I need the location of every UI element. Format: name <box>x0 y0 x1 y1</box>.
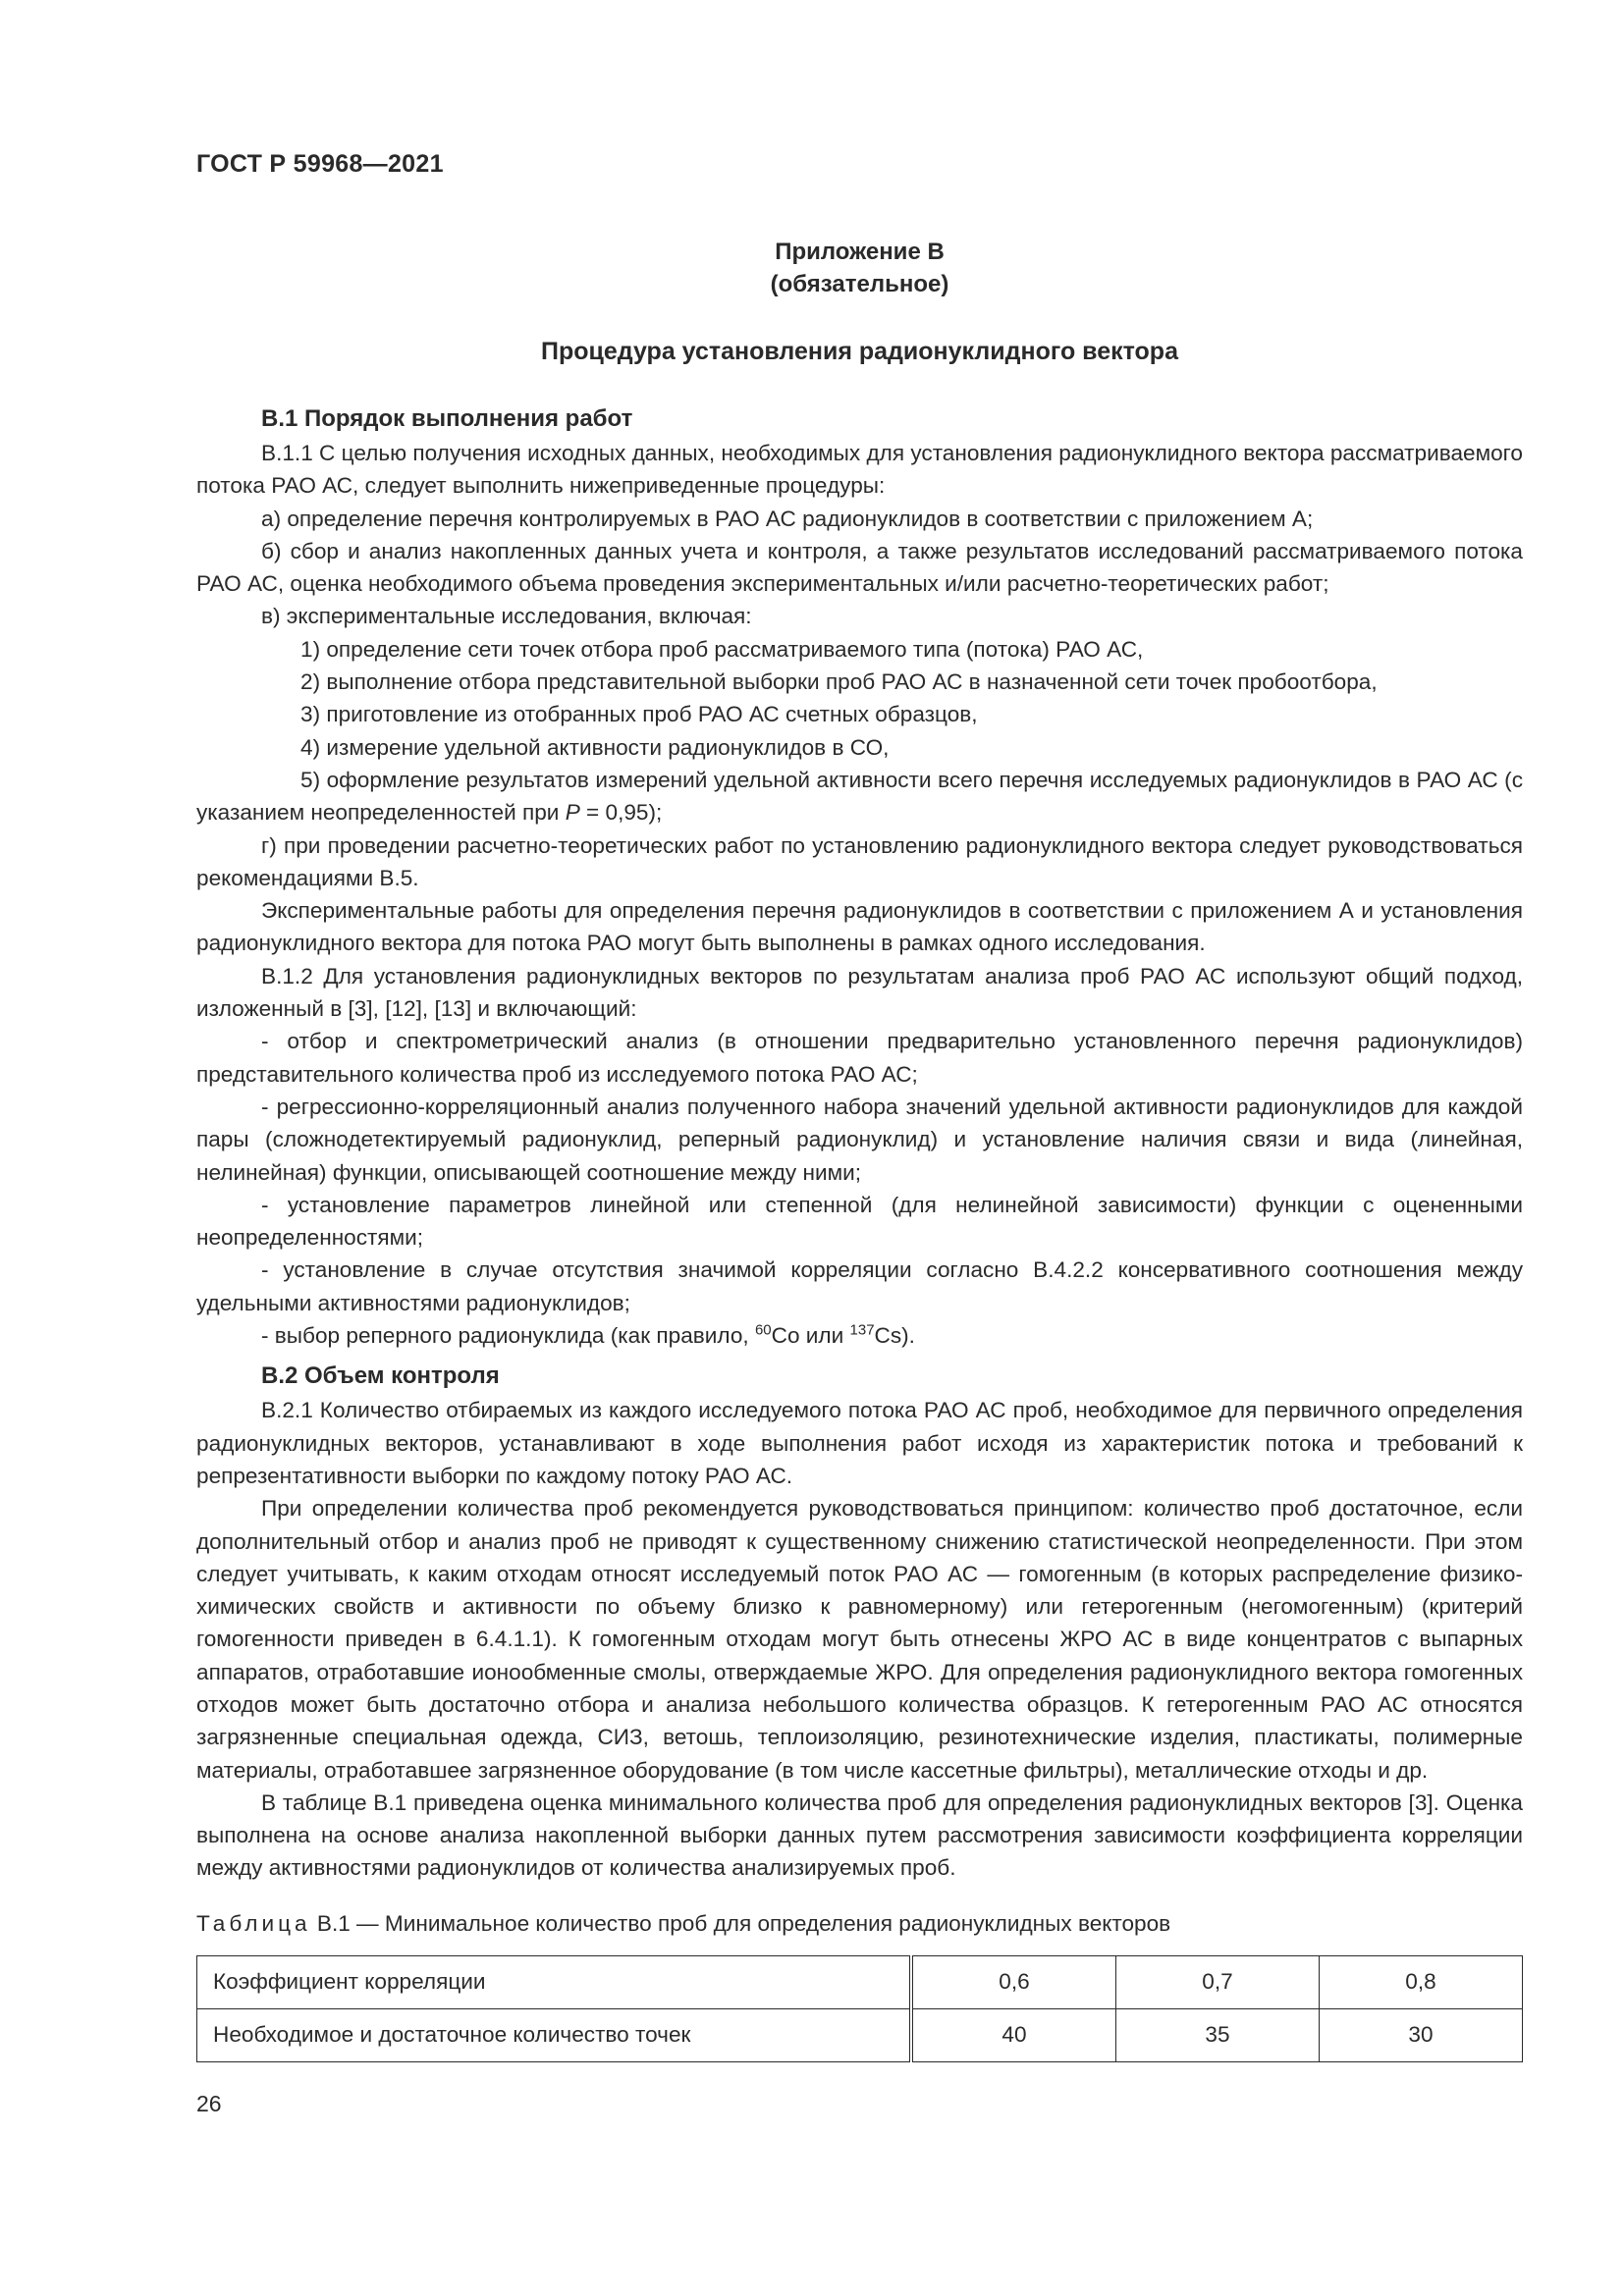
table-b1 <box>196 1955 1523 2062</box>
table-cell: 0,8 <box>1320 1955 1523 2008</box>
paragraph-experimental: Экспериментальные работы для определения перечня радионуклидов в соответствии с приложением А и установления радионуклидного вектора для потока РАО могут быть выполнены в рамках одного исследования. <box>196 898 1523 956</box>
document-id: ГОСТ Р 59968—2021 <box>196 150 444 178</box>
table-cell: 0,6 <box>911 1955 1116 2008</box>
table-row <box>197 2008 1523 2061</box>
table-cell: 30 <box>1320 2008 1523 2061</box>
dash-item-1: - отбор и спектрометрический анализ (в отношении предварительно установленного перечня радионуклидов) представительного количества проб из исследуемого потока РАО АС; <box>196 1029 1523 1087</box>
table-caption <box>196 1907 1523 1940</box>
dash-item-2: - регрессионно-корреляционный анализ полученного набора значений удельной активности радионуклидов для каждой пары (сложнодетектируемый радионуклид, реперный радионуклид) и установление наличия связи и вида (линейная, нелинейная) функции, описывающей соотношение между ними; <box>196 1094 1523 1185</box>
section-heading-b1: В.1 Порядок выполнения работ <box>261 405 633 432</box>
annex-title: Приложение В <box>775 239 945 265</box>
paragraph-b2-2: При определении количества проб рекомендуется руководствоваться принципом: количество проб достаточное, если дополнительный отбор и анализ проб не приводят к существенному снижению статистической неопределенности. При этом следует учитывать, к каким отходам относят исследуемый поток РАО АС — гомогенным (в которых распределение физико-химических свойств и активности по объему близко к равномерному) или гетерогенным (негомогенным) (критерий гомогенности приведен в 6.4.1.1). К гомогенным отходам могут быть отнесены ЖРО АС в виде концентратов с выпарных аппаратов, отработавшие ионообменные смолы, отверждаемые ЖРО. Для определения радионуклидного вектора гомогенных отходов может быть достаточно отбора и анализа небольшого количества образцов. К гетерогенным РАО АС относятся загрязненные специальная одежда, СИЗ, ветошь, теплоизоляцию, резинотехнические изделия, пластикаты, полимерные материалы, отработавшее загрязненное оборудование (в том числе кассетные фильтры), металлические отходы и др. <box>196 1496 1523 1783</box>
element-co: Co или <box>771 1323 850 1349</box>
element-cs: Cs). <box>874 1323 915 1349</box>
table-caption-text: В.1 — Минимальное количество проб для определения радионуклидных векторов <box>310 1910 1171 1936</box>
table-cell: 35 <box>1116 2008 1320 2061</box>
list-item-b: б) сбор и анализ накопленных данных учета и контроля, а также результатов исследований рассматриваемого потока РАО АС, оценка необходимого объема проведения экспериментальных и/или расчетно-теоретических работ; <box>196 538 1523 597</box>
isotope-mass-60: 60 <box>754 1321 772 1339</box>
sub-list-item-5-text-a: 5) оформление результатов измерений удельной активности всего перечня исследуемых радионуклидов в РАО АС (с указанием неопределенностей при <box>196 767 1523 826</box>
probability-variable: P <box>565 800 580 826</box>
paragraph-b2-1: В.2.1 Количество отбираемых из каждого исследуемого потока РАО АС проб, необходимое для первичного определения радионуклидных векторов, устанавливают в ходе выполнения работ исходя из характеристик потока и требований к репрезентативности выборки по каждому потоку РАО АС. <box>196 1398 1523 1488</box>
paragraph-b1-2: В.1.2 Для установления радионуклидных векторов по результатам анализа проб РАО АС используют общий подход, изложенный в [3], [12], [13] и включающий: <box>196 963 1523 1022</box>
dash-item-3: - установление параметров линейной или степенной (для нелинейной зависимости) функции с оцененными неопределенностями; <box>196 1192 1523 1251</box>
sub-list-item-5 <box>196 764 1523 829</box>
sub-list-item-2: 2) выполнение отбора представительной выборки проб РАО АС в назначенной сети точек пробоотбора, <box>300 669 1378 695</box>
table-cell-label: Коэффициент корреляции <box>197 1955 912 2008</box>
sub-list-item-4: 4) измерение удельной активности радионуклидов в СО, <box>300 734 890 760</box>
annex-main-title: Процедура установления радионуклидного вектора <box>541 338 1178 365</box>
sub-list-item-1: 1) определение сети точек отбора проб рассматриваемого типа (потока) РАО АС, <box>300 636 1144 662</box>
table-cell: 40 <box>911 2008 1116 2061</box>
sub-list-item-3: 3) приготовление из отобранных проб РАО АС счетных образцов, <box>300 702 978 727</box>
paragraph-b2-3: В таблице В.1 приведена оценка минимального количества проб для определения радионуклидных векторов [3]. Оценка выполнена на основе анализа накопленной выборки данных путем рассмотрения зависимости коэффициента корреляции между активностями радионуклидов от количества анализируемых проб. <box>196 1789 1523 1881</box>
table-row <box>197 1955 1523 2008</box>
list-item-g: г) при проведении расчетно-теоретических работ по установлению радионуклидного вектора следует руководствоваться рекомендациями В.5. <box>196 832 1523 890</box>
page-number: 26 <box>196 2091 222 2116</box>
list-item-v: в) экспериментальные исследования, включая: <box>261 604 752 629</box>
paragraph-b1-1: В.1.1 С целью получения исходных данных, необходимых для установления радионуклидного вектора рассматриваемого потока РАО АС, следует выполнить нижеприведенные процедуры: <box>196 441 1523 499</box>
table-cell-label: Необходимое и достаточное количество точек <box>197 2008 912 2061</box>
section-heading-b2: В.2 Объем контроля <box>261 1362 500 1390</box>
dash-item-4: - установление в случае отсутствия значимой корреляции согласно В.4.2.2 консервативного соотношения между удельными активностями радионуклидов; <box>196 1257 1523 1315</box>
sub-list-item-5-text-b: = 0,95); <box>579 800 663 826</box>
dash-item-5-text: - выбор реперного радионуклида (как правило, <box>261 1323 755 1349</box>
isotope-mass-137: 137 <box>849 1321 875 1339</box>
table-cell: 0,7 <box>1116 1955 1320 2008</box>
table-caption-word: Таблица <box>196 1910 311 1936</box>
list-item-a: а) определение перечня контролируемых в РАО АС радионуклидов в соответствии с приложением А; <box>261 506 1314 531</box>
dash-item-5 <box>196 1319 1523 1352</box>
annex-kind: (обязательное) <box>770 271 949 297</box>
